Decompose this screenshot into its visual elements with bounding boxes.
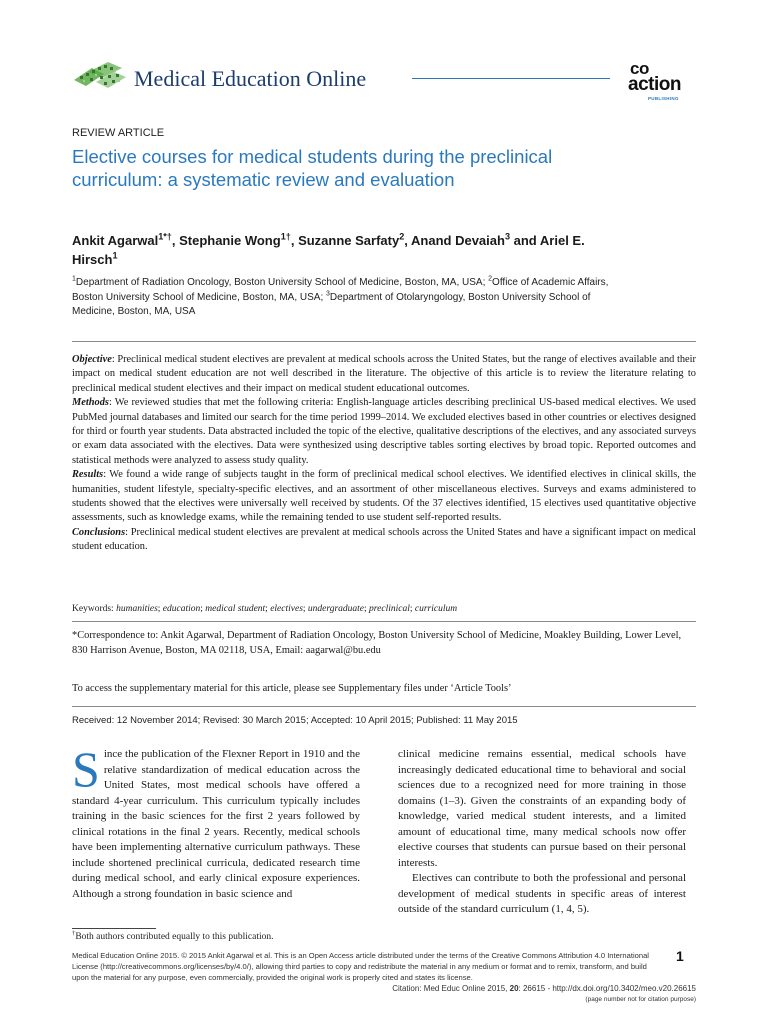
author-affiliation-mark: 1*† <box>158 231 172 242</box>
author-list: Ankit Agarwal$^{1*\dagger}$, Stephanie Wong$^{1\dagger}$, Suzanne Sarfaty$^2$, Anand Devaiah$^3$ and Ariel E. Hirsch$^1$ <box>72 231 585 267</box>
abstract <box>72 353 696 555</box>
author-name: Ariel E. Hirsch <box>72 233 585 267</box>
license-text: Medical Education Online 2015. © 2015 Ankit Agarwal et al. This is an Open Access article distributed under the terms of the Creative Commons Attribution 4.0 International License (http://creativecommons.org/licenses/by/4.0/), allowing third parties to copy and redistribute the material in any medium or format and to remix, transform, and build upon the material for any purpose, even commercially, provided the original work is properly cited and states its license. <box>72 951 649 982</box>
supplementary-note: To access the supplementary material for this article, please see Supplementary files under ‘Article Tools’ <box>72 683 512 694</box>
abstract-results: Results: We found a wide range of subjects taught in the form of preclinical medical school electives. We identified electives in clinical skills, the humanities, student lifestyle, specialty-specific electives, and an assortment of other miscellaneous electives. Surveys and exams administered to students showed that the electives were universally well received by students. Of the 37 electives identified, 15 electives used quantitative objective assessments, such as knowledge exams, while the remaining tended to use student self-reported results. <box>72 469 696 524</box>
keyword: medical student <box>205 604 266 614</box>
body-paragraph: ince the publication of the Flexner Report in 1910 and the relative standardization of medical education across the United States, most medical schools have offered a standard 4-year curriculum. This curriculum typically includes training in the basic sciences for the first 2 years followed by clinical rotations in the final 2 years. Recently, medical schools have been implementing alternative curriculum pathways. These include shortened preclinical curricula, dedicated research time during medical school, and early clinical exposure experiences. Although a strong foundation in basic science and <box>72 748 360 900</box>
keywords: Keywords: humanities; education; medical student; electives; undergraduate; preclinical; curriculum <box>72 604 458 614</box>
author-affiliation-mark: 3 <box>504 231 511 242</box>
abstract-text: We found a wide range of subjects taught in the form of preclinical medical school electives. We identified electives in clinical skills, the humanities, student lifestyle, specialty-specific electives, and an assortment of other miscellaneous electives. Surveys and exams administered to students showed that the electives were universally well received by students. Of the 37 electives identified, 15 electives used quantitative objective assessments, such as knowledge exams, while the remaining tended to use student self-reported results. <box>72 469 696 524</box>
publication-dates: Received: 12 November 2014; Revised: 30 March 2015; Accepted: 10 April 2015; Published: 11 May 2015 <box>72 715 518 726</box>
affiliation-mark: 1 <box>72 275 76 283</box>
abstract-text: We reviewed studies that met the following criteria: English-language articles describing preclinical US-based medical electives. We used PubMed journal databases and limited our search for the time period 1999–2014. We excluded electives based in other countries or electives designed for third or fourth year students. Data abstracted included the topic of the elective, qualitative descriptions of the electives, and any associated surveys or exam data associated with the electives. Data were synthesized using descriptive tables sorting electives by broad topic. Reported outcomes and statistical methods were analyzed to assess study quality. <box>72 397 696 466</box>
body-paragraph: Electives can contribute to both the professional and personal development of medical students in specific areas of interest outside of the standard curriculum (1, 4, 5). <box>398 872 686 915</box>
keyword: preclinical <box>369 604 410 614</box>
keyword: education <box>162 604 201 614</box>
author-conjunction: and <box>513 233 537 248</box>
body-paragraph: clinical medicine remains essential, medical schools have increasingly dedicated educational time to behavioral and social sciences due to a recognized need for more training in those domains (1–3). Given the constraints of an expanding body of knowledge, varied medical student interests, and a limited amount of educational time, many medical schools now offer elective courses that students can pursue based on their personal interests. <box>398 748 686 869</box>
footnote-rule <box>72 928 156 929</box>
footnote-mark: † <box>72 929 76 937</box>
article-title: Elective courses for medical students during the preclinical curriculum: a systematic review and evaluation <box>72 146 553 190</box>
abstract-conclusions: Conclusions: Preclinical medical student electives are prevalent at medical schools across the United States and have a significant impact on medical student education. <box>72 526 696 553</box>
author-name: Suzanne Sarfaty <box>298 233 400 248</box>
publisher-logo-subtext: PUBLISHING <box>648 96 679 101</box>
page-number: 1 <box>676 948 684 964</box>
citation <box>300 984 696 993</box>
affiliation: Department of Otolaryngology, Boston University School of Medicine, Boston, MA, USA <box>72 291 591 317</box>
keyword: humanities <box>116 604 158 614</box>
author-affiliation-mark: 1 <box>112 250 118 261</box>
correspondence: *Correspondence to: Ankit Agarwal, Department of Radiation Oncology, Boston University School of Medicine, Moakley Building, Lower Level, 830 Harrison Avenue, Boston, MA 02118, USA, Email: aagarwal@bu.edu <box>72 630 682 656</box>
keywords-label: Keywords: <box>72 604 114 614</box>
citation-volume: 20 <box>509 984 519 993</box>
citation-prefix: Citation: Med Educ Online 2015, <box>392 984 508 993</box>
author-name: Stephanie Wong <box>179 233 281 248</box>
footnote-text: Both authors contributed equally to this publication. <box>75 932 274 942</box>
abstract-label: Methods <box>72 397 109 409</box>
publisher-logo-text: co <box>630 59 649 78</box>
publisher-logo <box>628 60 700 104</box>
dates-rule <box>72 706 696 707</box>
journal-title: Medical Education Online <box>134 66 367 91</box>
affiliation-mark: 2 <box>488 275 493 283</box>
drop-cap: S <box>72 741 100 797</box>
abstract-label: Objective <box>72 354 112 365</box>
header-rule <box>412 78 610 79</box>
citation-suffix: : 26615 - http://dx.doi.org/10.3402/meo.v20.26615 <box>518 984 696 993</box>
keyword: electives <box>270 604 303 614</box>
author-affiliation-mark: 2 <box>399 231 405 242</box>
author-affiliation-mark: 1† <box>280 231 291 242</box>
affiliations <box>72 276 632 320</box>
abstract-objective: Objective: Preclinical medical student electives are prevalent at medical schools across the United States, but the range of electives available and their impact on medical student education are not well described in the literature. The objective of this article is to review the literature relating to preclinical medical student electives and their impact on medical student educational outcomes. <box>72 354 696 394</box>
keyword: undergraduate <box>307 604 365 614</box>
journal-logo-icon <box>70 58 128 94</box>
affiliation-mark: 3 <box>326 290 330 298</box>
abstract-label: Results <box>72 469 104 481</box>
publisher-logo-text: action <box>628 74 681 95</box>
author-name: Ankit Agarwal <box>72 233 159 248</box>
body-column-left <box>72 741 360 902</box>
keyword: curriculum <box>414 604 458 614</box>
abstract-methods: Methods: We reviewed studies that met the following criteria: English-language articles describing preclinical US-based medical electives. We used PubMed journal databases and limited our search for the time period 1999–2014. We excluded electives based in other countries or electives designed for third or fourth year students. Data abstracted included the topic of the elective, qualitative descriptions of the electives, and any associated surveys or exam data associated with the electives. Data were synthesized using descriptive tables sorting electives by broad topic. Reported outcomes and statistical methods were analyzed to assess study quality. <box>72 397 696 466</box>
body-column-right <box>398 747 686 918</box>
footnote <box>72 929 274 942</box>
correspondence-rule <box>72 621 696 622</box>
abstract-label: Conclusions <box>72 526 126 538</box>
page-number-note: (page number not for citation purpose) <box>585 996 696 1003</box>
author-name: Anand Devaiah <box>411 233 505 248</box>
affiliation: Office of Academic Affairs, Boston University School of Medicine, Boston, MA, USA; <box>72 277 609 303</box>
abstract-text: Preclinical medical student electives are prevalent at medical schools across the United States and have a significant impact on medical student education. <box>72 526 696 553</box>
affiliation: Department of Radiation Oncology, Boston University School of Medicine, Boston, MA, USA; <box>75 277 486 288</box>
abstract-text: Preclinical medical student electives are prevalent at medical schools across the United States, but the range of electives available and their impact on medical student education are not well described in the literature. The objective of this article is to review the literature relating to preclinical medical student electives and their impact on medical student educational outcomes. <box>72 354 696 394</box>
abstract-top-rule <box>72 341 696 342</box>
article-type: REVIEW ARTICLE <box>72 127 165 139</box>
